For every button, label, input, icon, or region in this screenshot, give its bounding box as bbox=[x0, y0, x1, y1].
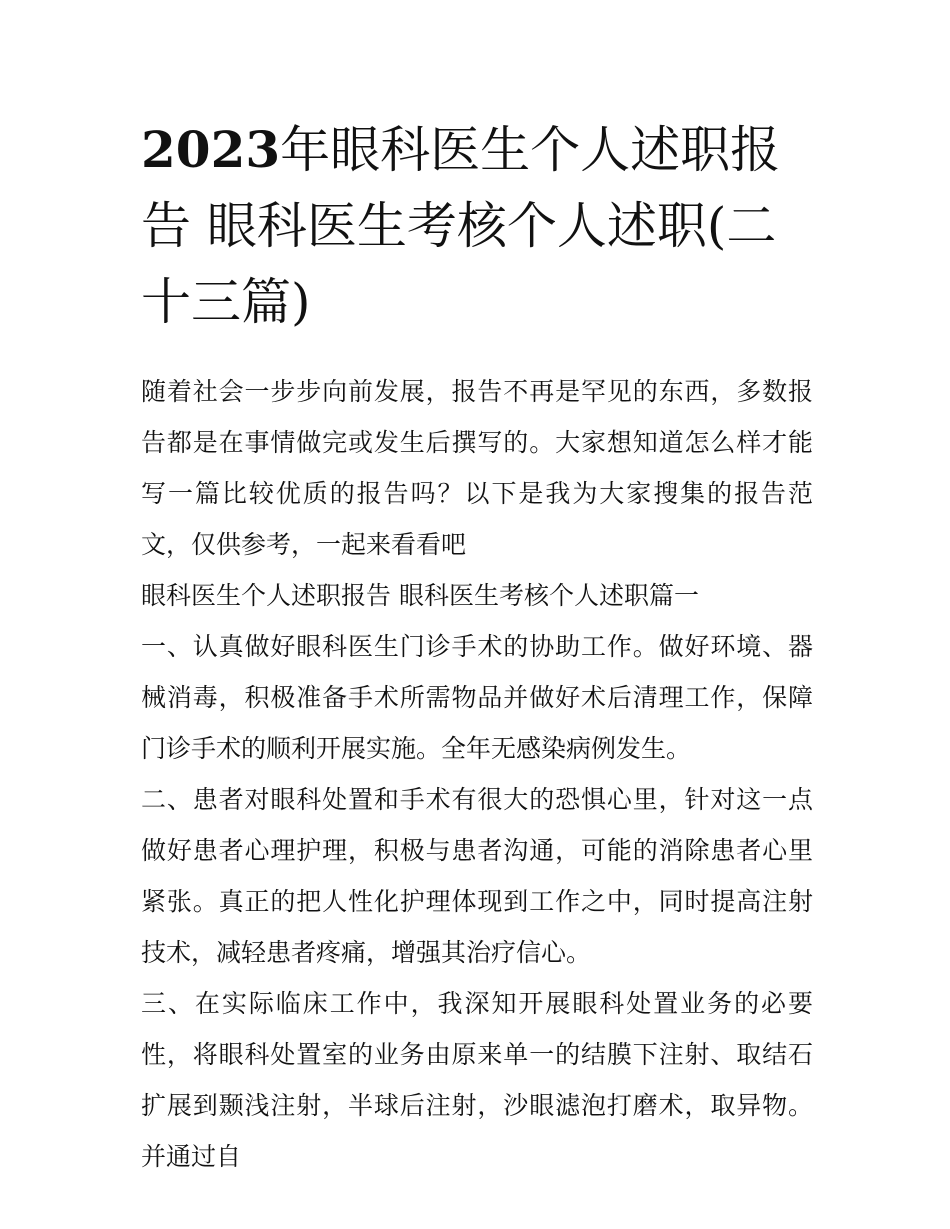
intro-paragraph: 随着社会一步步向前发展，报告不再是罕见的东西，多数报告都是在事情做完或发生后撰写的。大家想知道怎么样才能写一篇比较优质的报告吗？以下是我为大家搜集的报告范文，仅供参考，一起来看看吧 bbox=[141, 377, 813, 559]
body-paragraph-3: 三、在实际临床工作中，我深知开展眼科处置业务的必要性，将眼科处置室的业务由原来单一的结膜下注射、取结石扩展到颞浅注射，半球后注射，沙眼滤泡打磨术，取异物。并通过自 bbox=[141, 989, 813, 1171]
document-title bbox=[141, 112, 813, 340]
title-year: 2023 bbox=[141, 120, 281, 179]
body-paragraph-2: 二、患者对眼科处置和手术有很大的恐惧心里，针对这一点做好患者心理护理，积极与患者沟通，可能的消除患者心里紧张。真正的把人性化护理体现到工作之中，同时提高注射技术，减轻患者疼痛，增强其治疗信心。 bbox=[141, 785, 813, 967]
document-page bbox=[141, 112, 813, 1182]
title-text: 年眼科医生个人述职报告 眼科医生考核个人述职(二十三篇) bbox=[141, 121, 781, 331]
section-heading: 眼科医生个人述职报告 眼科医生考核个人述职篇一 bbox=[141, 581, 699, 610]
body-paragraph-1: 一、认真做好眼科医生门诊手术的协助工作。做好环境、器械消毒，积极准备手术所需物品并做好术后清理工作，保障门诊手术的顺利开展实施。全年无感染病例发生。 bbox=[141, 632, 813, 763]
